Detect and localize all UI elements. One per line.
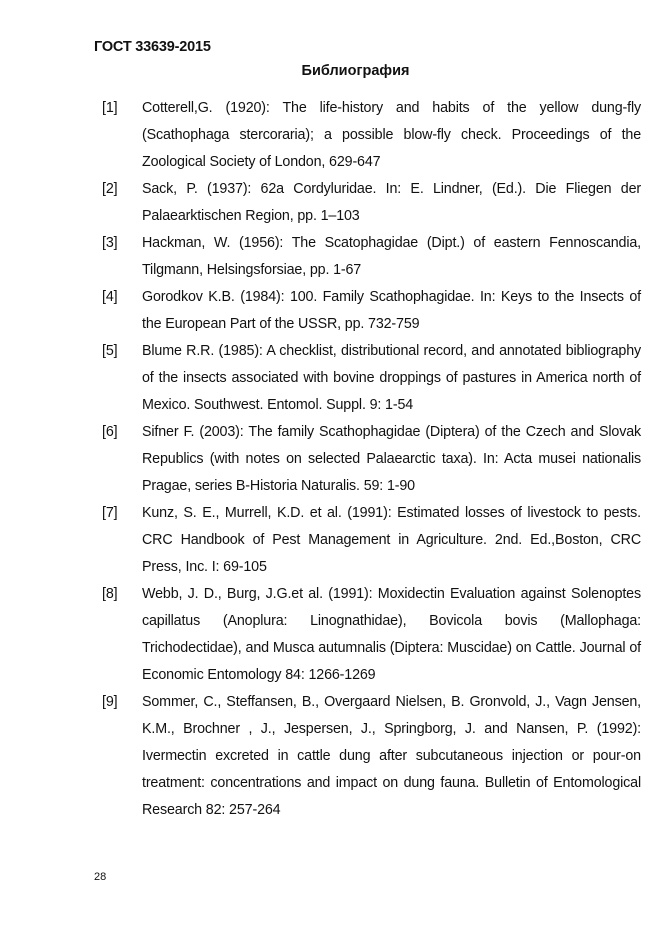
bibliography-entry [100,581,641,689]
reference-number: [5] [102,343,118,359]
bibliography-entry [100,338,641,419]
bibliography-entry [100,95,641,176]
reference-number: [4] [102,289,118,305]
reference-number: [9] [102,694,118,710]
reference-text: Gorodkov K.B. (1984): 100. Family Scathophagidae. In: Keys to the Insects of the European Part of the USSR, pp. 732-759 [142,289,641,332]
reference-number: [8] [102,586,118,602]
bibliography-entry [100,230,641,284]
bibliography-entry [100,176,641,230]
bibliography-entry [100,689,641,824]
reference-number: [1] [102,100,118,116]
reference-number: [3] [102,235,118,251]
bibliography-entry [100,284,641,338]
reference-text: Kunz, S. E., Murrell, K.D. et al. (1991): Estimated losses of livestock to pests. CRC Handbook of Pest Management in Agriculture. 2nd. Ed.,Boston, CRC Press, Inc. I: 69-105 [142,505,641,575]
reference-number: [7] [102,505,118,521]
reference-text: Blume R.R. (1985): A checklist, distributional record, and annotated bibliography of the insects associated with bovine droppings of pastures in America north of Mexico. Southwest. Entomol. Suppl. 9: 1-54 [142,343,641,413]
reference-text: Sifner F. (2003): The family Scathophagidae (Diptera) of the Czech and Slovak Republics (with notes on selected Palaearctic taxa). In: Acta musei nationalis Pragae, series B-Historia Naturalis. 59: 1-90 [142,424,641,494]
reference-number: [6] [102,424,118,440]
reference-text: Sommer, C., Steffansen, B., Overgaard Nielsen, B. Gronvold, J., Vagn Jensen, K.M., Brochner , J., Jespersen, J., Springborg, J. and Nansen, P. (1992): Ivermectin excreted in cattle dung after subcutaneous injection or pour-on treatment: concentrations and impact on dung fauna. Bulletin of Entomological Research 82: 257-264 [142,694,641,818]
reference-text: Webb, J. D., Burg, J.G.et al. (1991): Moxidectin Evaluation against Solenoptes capillatus (Anoplura: Linognathidae), Bovicola bovis (Mallophaga: Trichodectidae), and Musca autumnalis (Diptera: Muscidae) on Cattle. Journal of Economic Entomology 84: 1266-1269 [142,586,641,683]
bibliography-list [100,95,641,824]
bibliography-entry [100,500,641,581]
section-title: Библиография [301,63,410,79]
reference-text: Cotterell,G. (1920): The life-history and habits of the yellow dung-fly (Scathophaga stercoraria); a possible blow-fly check. Proceedings of the Zoological Society of London, 629-647 [142,100,641,170]
page-number: 28 [94,871,107,883]
reference-number: [2] [102,181,118,197]
reference-text: Sack, P. (1937): 62a Cordyluridae. In: E. Lindner, (Ed.). Die Fliegen der Palaearktischen Region, pp. 1–103 [142,181,641,224]
reference-text: Hackman, W. (1956): The Scatophagidae (Dipt.) of eastern Fennoscandia, Tilgmann, Helsingsforsiae, pp. 1-67 [142,235,641,278]
document-code: ГОСТ 33639-2015 [94,39,211,55]
bibliography-entry [100,419,641,500]
